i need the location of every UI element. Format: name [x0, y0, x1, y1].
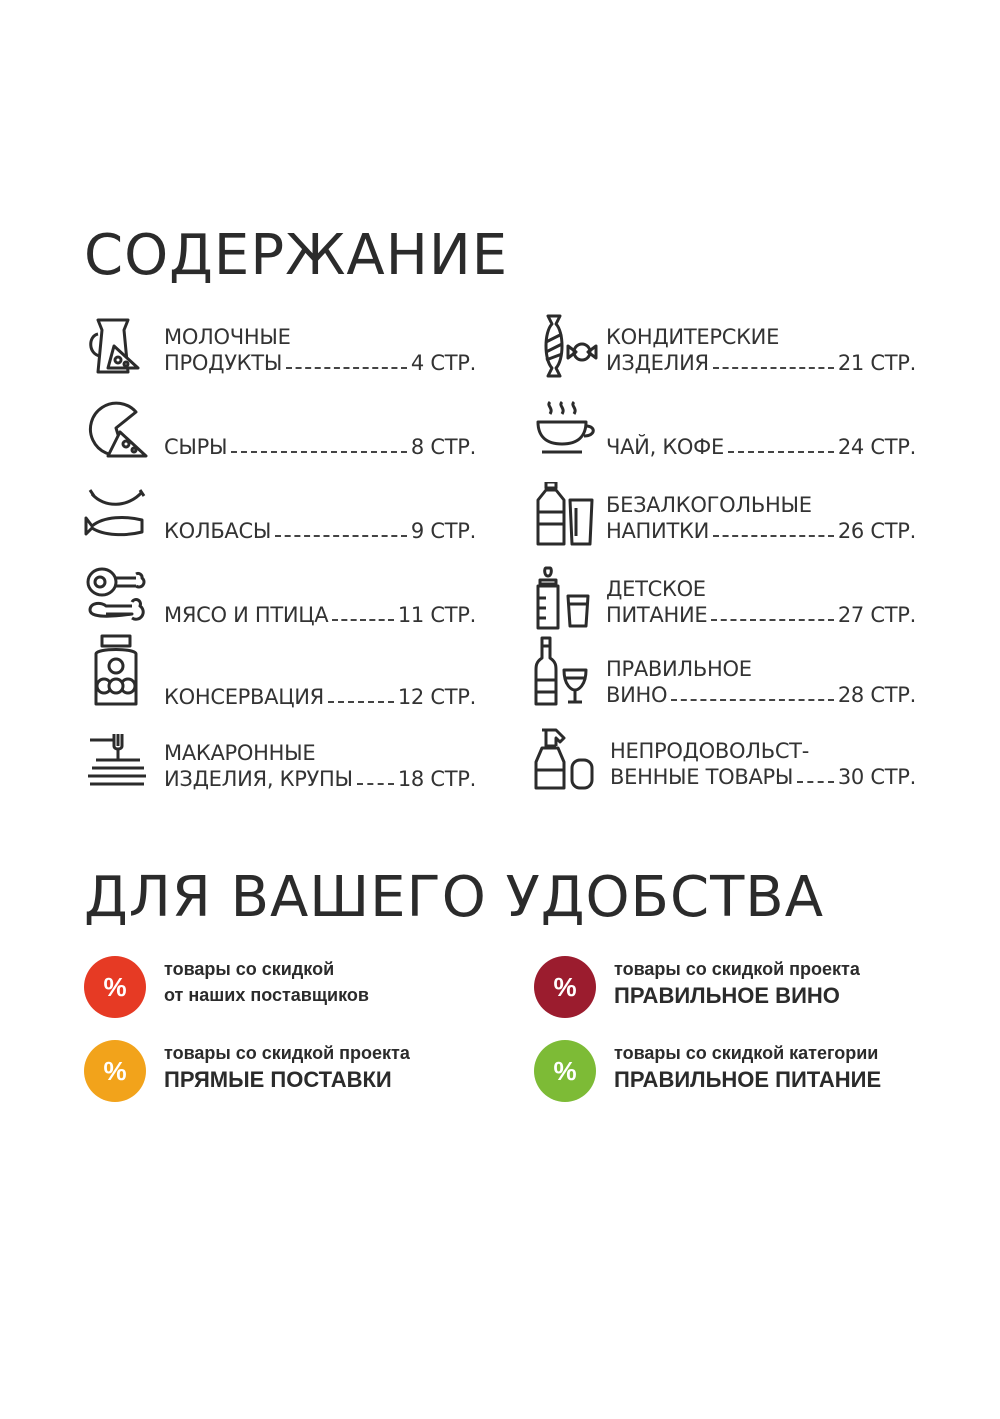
legend-wine-discount — [534, 956, 934, 1020]
dotted-leader — [713, 535, 834, 537]
toc-line1: ДЕТСКОЕ — [606, 577, 706, 601]
toc-item-dairy[interactable] — [84, 314, 476, 394]
legend-healthy-food-discount — [534, 1040, 954, 1104]
preserves-jar-icon — [84, 634, 148, 710]
toc-line1: БЕЗАЛКОГОЛЬНЫЕ — [606, 493, 812, 517]
wine-icon — [534, 636, 598, 706]
toc-page: 30 СТР. — [837, 765, 916, 789]
toc-page: 12 СТР. — [397, 685, 476, 709]
dotted-leader — [713, 367, 834, 369]
dotted-leader — [332, 619, 394, 621]
toc-label: ЧАЙ, КОФЕ — [606, 435, 724, 459]
toc-line1: НЕПРОДОВОЛЬСТ- — [610, 739, 809, 763]
legend-line2: ПРАВИЛЬНОЕ ПИТАНИЕ — [614, 1067, 882, 1092]
legend-supplier-discount — [84, 956, 484, 1020]
pasta-fork-icon — [84, 730, 148, 794]
dotted-leader — [328, 701, 394, 703]
legend-line1: товары со скидкой проекта — [614, 959, 860, 979]
toc-label: ПИТАНИЕ — [606, 603, 708, 627]
toc-item-non-food[interactable] — [534, 726, 916, 806]
legend-line1: товары со скидкой проекта — [164, 1043, 410, 1063]
toc-line1 — [164, 492, 476, 518]
toc-page: 18 СТР. — [397, 767, 476, 791]
toc-line1: МАКАРОННЫЕ — [164, 741, 316, 765]
toc-page: 9 СТР. — [410, 519, 476, 543]
dotted-leader — [711, 619, 833, 621]
cheese-icon — [84, 398, 148, 462]
toc-label: КОНСЕРВАЦИЯ — [164, 685, 324, 709]
toc-page: 8 СТР. — [410, 435, 476, 459]
legend-line1: товары со скидкой — [164, 959, 335, 979]
meat-poultry-icon — [84, 566, 148, 630]
toc-item-soft-drinks[interactable] — [534, 482, 916, 562]
toc-label: МЯСО И ПТИЦА — [164, 603, 329, 627]
toc-item-pasta[interactable] — [84, 730, 476, 810]
sausage-icon — [84, 482, 148, 546]
toc-line1: ПРАВИЛЬНОЕ — [606, 657, 752, 681]
toc-item-confectionery[interactable] — [534, 314, 916, 394]
toc-label: ИЗДЕЛИЯ, КРУПЫ — [164, 767, 353, 791]
toc-item-preserves[interactable] — [84, 634, 476, 714]
toc-item-tea-coffee[interactable] — [534, 398, 916, 478]
dotted-leader — [286, 367, 407, 369]
toc-label: ВИНО — [606, 683, 668, 707]
toc-item-sausage[interactable] — [84, 482, 476, 562]
milk-jug-icon — [84, 314, 148, 378]
percent-badge-icon: % — [84, 956, 146, 1018]
toc-item-cheese[interactable] — [84, 398, 476, 478]
toc-line1 — [164, 408, 476, 434]
percent-badge-icon: % — [534, 956, 596, 1018]
percent-badge-icon: % — [534, 1040, 596, 1102]
tea-cup-icon — [534, 398, 598, 462]
toc-label: СЫРЫ — [164, 435, 228, 459]
toc-page: 11 СТР. — [397, 603, 476, 627]
legend-line2: ПРАВИЛЬНОЕ ВИНО — [614, 983, 840, 1008]
toc-line1 — [606, 408, 916, 434]
toc-label: КОЛБАСЫ — [164, 519, 272, 543]
legend-line2: ПРЯМЫЕ ПОСТАВКИ — [164, 1067, 392, 1092]
toc-label: ПРОДУКТЫ — [164, 351, 283, 375]
toc-page: 27 СТР. — [837, 603, 916, 627]
dotted-leader — [275, 535, 407, 537]
toc-page: 28 СТР. — [837, 683, 916, 707]
legend-line2: от наших поставщиков — [164, 985, 369, 1005]
toc-page: 26 СТР. — [837, 519, 916, 543]
legend-direct-supply-discount — [84, 1040, 484, 1104]
toc-page: 4 СТР. — [410, 351, 476, 375]
toc-line1 — [164, 658, 476, 684]
convenience-heading: ДЛЯ ВАШЕГО УДОБСТВА — [84, 865, 824, 930]
soft-drinks-icon — [534, 482, 598, 546]
toc-label: ВЕННЫЕ ТОВАРЫ — [610, 765, 794, 789]
toc-label: НАПИТКИ — [606, 519, 710, 543]
candy-icon — [534, 314, 598, 378]
toc-page: 24 СТР. — [837, 435, 916, 459]
toc-page: 21 СТР. — [837, 351, 916, 375]
dotted-leader — [231, 451, 407, 453]
baby-bottle-icon — [534, 566, 598, 630]
dotted-leader — [357, 783, 394, 785]
toc-line1: КОНДИТЕРСКИЕ — [606, 325, 780, 349]
dotted-leader — [728, 451, 834, 453]
dotted-leader — [797, 781, 834, 783]
dotted-leader — [671, 699, 834, 701]
legend-line1: товары со скидкой категории — [614, 1043, 879, 1063]
toc-label: ИЗДЕЛИЯ — [606, 351, 709, 375]
toc-item-wine[interactable] — [534, 636, 916, 716]
household-goods-icon — [534, 726, 598, 790]
toc-line1: МОЛОЧНЫЕ — [164, 325, 291, 349]
contents-heading: СОДЕРЖАНИЕ — [84, 223, 509, 288]
toc-item-baby-food[interactable] — [534, 566, 916, 646]
percent-badge-icon: % — [84, 1040, 146, 1102]
toc-line1 — [164, 576, 476, 602]
